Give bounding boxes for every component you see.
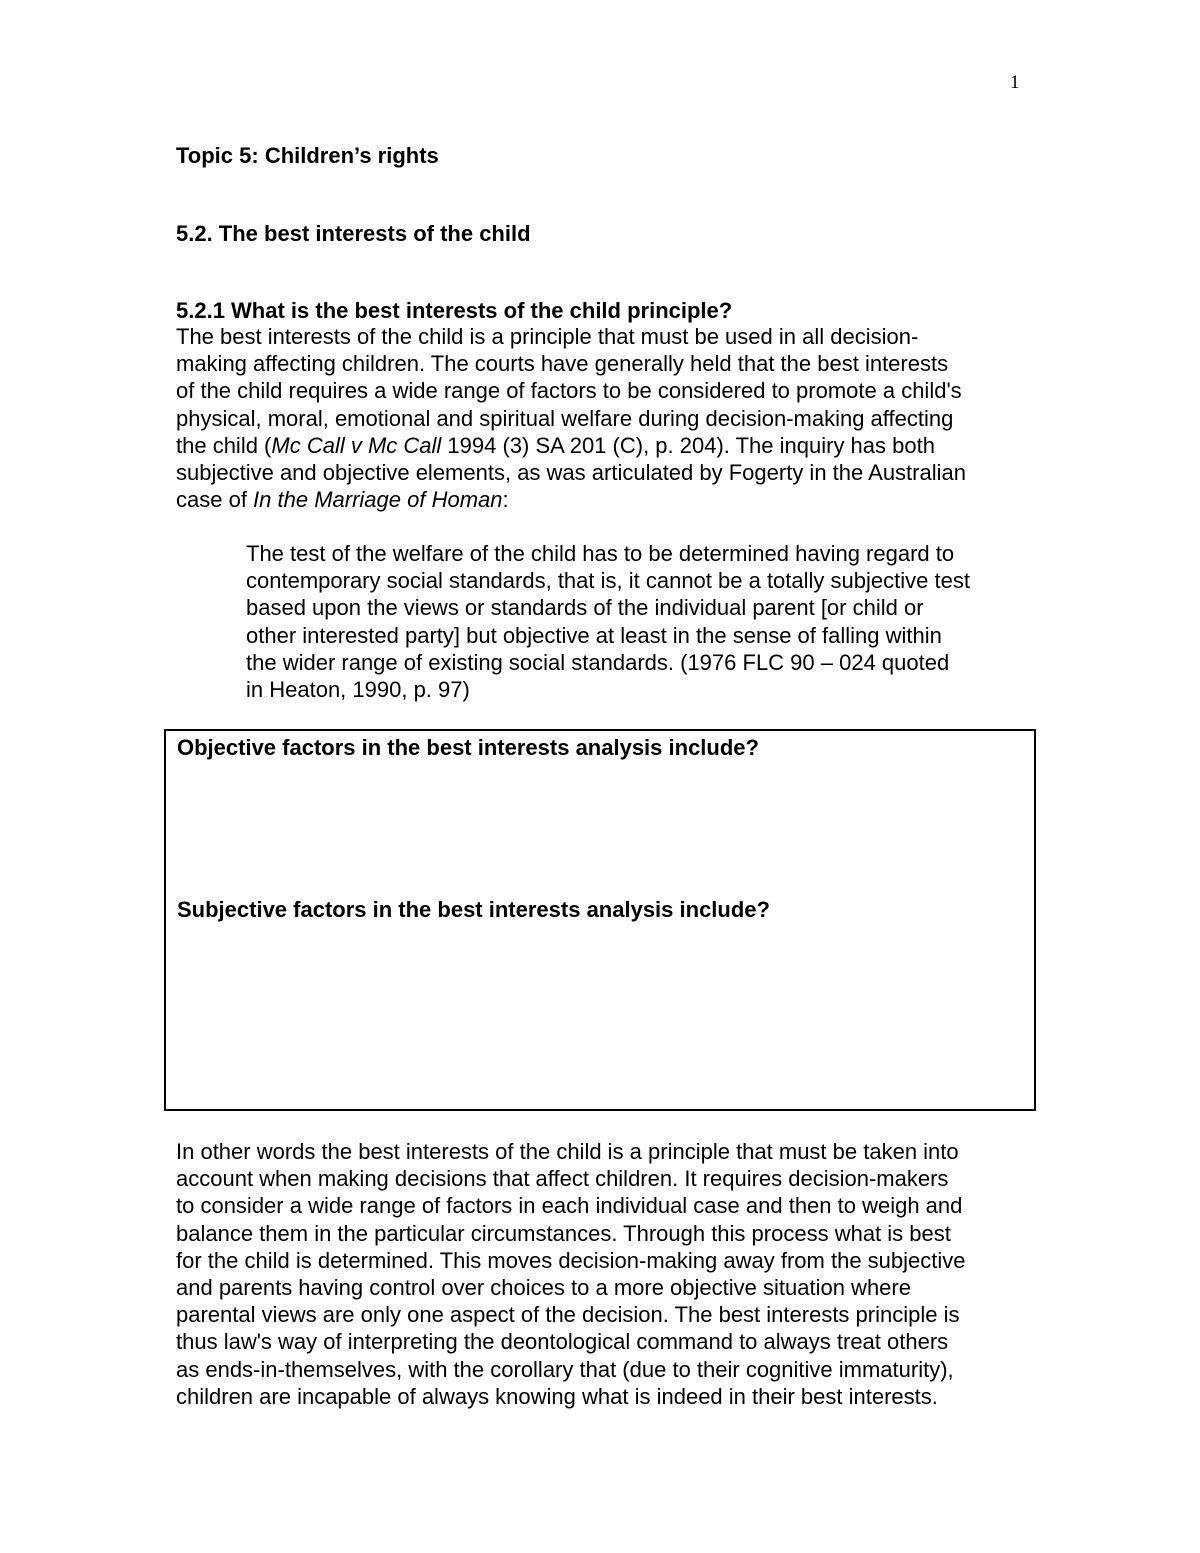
factors-answer-box: [164, 729, 1036, 1111]
closing-paragraph: [176, 1138, 1036, 1410]
intro-line: of the child requires a wide range of factors to be considered to promote a child's: [176, 378, 962, 404]
intro-paragraph: [176, 323, 1036, 513]
closing-line: as ends-in-themselves, with the corollary that (due to their cognitive immaturity),: [176, 1356, 954, 1382]
intro-text: :: [502, 487, 509, 513]
intro-line: [176, 432, 1036, 459]
quote-line: the wider range of existing social standards. (1976 FLC 90 – 024 quoted: [246, 649, 950, 675]
section-heading: 5.2. The best interests of the child: [176, 221, 531, 246]
page-number: 1: [1010, 72, 1020, 93]
quote-line: contemporary social standards, that is, it cannot be a totally subjective test: [246, 568, 970, 594]
closing-line: thus law's way of interpreting the deontological command to always treat others: [176, 1329, 949, 1355]
closing-line: In other words the best interests of the child is a principle that must be taken into: [176, 1139, 959, 1164]
closing-line: children are incapable of always knowing what is indeed in their best interests.: [176, 1383, 938, 1409]
intro-line: subjective and objective elements, as was articulated by Fogerty in the Australian: [176, 460, 966, 486]
closing-line: to consider a wide range of factors in each individual case and then to weigh and: [176, 1193, 963, 1219]
intro-text: 1994 (3) SA 201 (C), p. 204). The inquiry has both: [441, 432, 935, 458]
quote-line: other interested party] but objective at least in the sense of falling within: [246, 622, 942, 648]
quote-line: based upon the views or standards of the individual parent [or child or: [246, 595, 924, 621]
closing-line: balance them in the particular circumstances. Through this process what is best: [176, 1220, 951, 1246]
intro-line: The best interests of the child is a principle that must be used in all decision-: [176, 324, 919, 349]
intro-text: the child (: [176, 432, 272, 458]
closing-line: account when making decisions that affect children. It requires decision-makers: [176, 1166, 949, 1192]
subsection-heading: 5.2.1 What is the best interests of the child principle?: [176, 298, 733, 323]
closing-line: for the child is determined. This moves decision-making away from the subjective: [176, 1247, 966, 1273]
intro-text: case of: [176, 487, 254, 513]
case-citation: In the Marriage of Homan: [253, 487, 503, 513]
closing-line: parental views are only one aspect of the decision. The best interests principle is: [176, 1302, 960, 1328]
intro-line: [176, 486, 1036, 513]
subjective-factors-question: Subjective factors in the best interests analysis include?: [177, 897, 770, 922]
objective-factors-question: Objective factors in the best interests analysis include?: [177, 735, 759, 760]
quote-line: The test of the welfare of the child has to be determined having regard to: [246, 541, 955, 566]
case-citation: Mc Call v Mc Call: [271, 432, 442, 458]
topic-heading: Topic 5: Children’s rights: [176, 143, 439, 168]
block-quote: [246, 540, 1046, 703]
intro-line: making affecting children. The courts have generally held that the best interests: [176, 351, 949, 377]
intro-line: physical, moral, emotional and spiritual welfare during decision-making affecting: [176, 405, 954, 431]
closing-line: and parents having control over choices to a more objective situation where: [176, 1275, 911, 1301]
quote-line: in Heaton, 1990, p. 97): [246, 677, 470, 703]
